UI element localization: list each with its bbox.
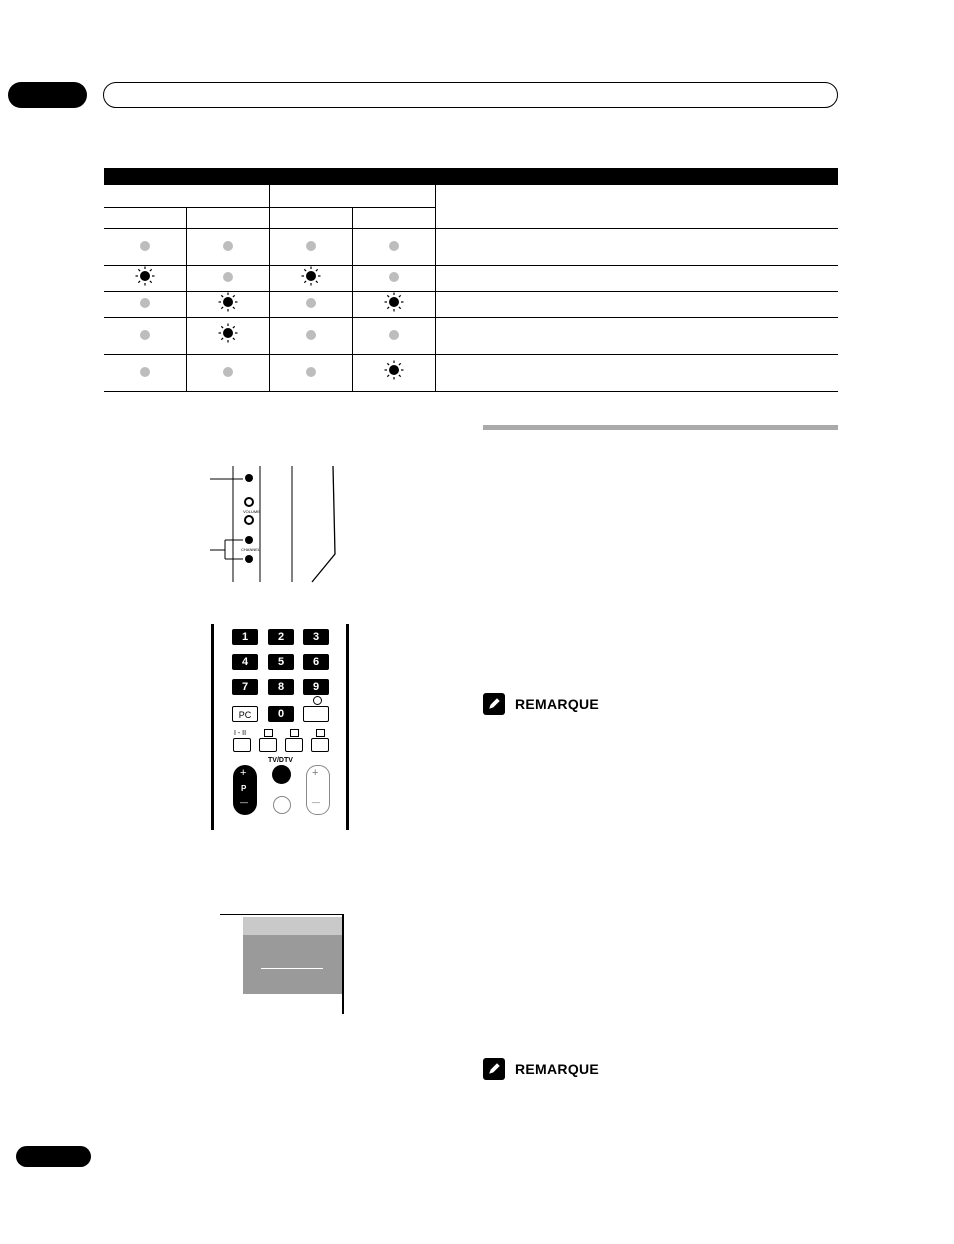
remote-key-7[interactable]: 7 xyxy=(232,679,258,695)
led-off-icon xyxy=(306,298,316,308)
osd-underline xyxy=(261,968,323,969)
screen-size-button[interactable] xyxy=(311,738,329,752)
remote-key-0[interactable]: 0 xyxy=(268,706,294,722)
osd-illustration xyxy=(220,914,344,1014)
led-off-icon xyxy=(223,367,233,377)
table-row xyxy=(104,228,838,265)
input-icon xyxy=(290,729,299,737)
table-description-cell xyxy=(436,228,839,265)
freeze-button[interactable] xyxy=(259,738,277,752)
table-subheader-row xyxy=(104,185,838,207)
volume-up-label: + xyxy=(312,767,319,779)
remote-control-illustration xyxy=(211,624,352,830)
section-rule xyxy=(483,425,838,430)
pencil-icon xyxy=(483,1058,505,1080)
volume-down-label: — xyxy=(312,798,320,807)
tv-dtv-label: TV/DTV xyxy=(268,757,293,764)
led-off-icon xyxy=(306,367,316,377)
tv-dtv-button[interactable] xyxy=(272,765,291,784)
remote-key-2[interactable]: 2 xyxy=(268,629,294,645)
table-row xyxy=(104,317,838,354)
pencil-icon xyxy=(483,693,505,715)
table-description-cell xyxy=(436,291,839,317)
table-row xyxy=(104,265,838,291)
note-header-1 xyxy=(483,693,599,715)
input-button[interactable] xyxy=(285,738,303,752)
table-description-cell xyxy=(436,317,839,354)
led-off-icon xyxy=(389,241,399,251)
side-panel-illustration xyxy=(200,462,350,586)
table-header-left xyxy=(104,168,436,185)
remote-key-5[interactable]: 5 xyxy=(268,654,294,670)
led-off-icon xyxy=(140,241,150,251)
info-button[interactable] xyxy=(303,706,329,722)
audio-button[interactable] xyxy=(233,738,251,752)
led-on-icon xyxy=(135,266,155,286)
table-row xyxy=(104,354,838,391)
led-on-icon xyxy=(384,360,404,380)
remote-key-6[interactable]: 6 xyxy=(303,654,329,670)
page-number-tab xyxy=(16,1146,91,1167)
led-off-icon xyxy=(140,298,150,308)
timer-icon xyxy=(313,696,322,705)
led-off-icon xyxy=(306,330,316,340)
table-group-b xyxy=(269,185,436,207)
led-off-icon xyxy=(389,330,399,340)
led-off-icon xyxy=(223,272,233,282)
osd-title-bar xyxy=(243,917,342,935)
note-label: REMARQUE xyxy=(515,696,600,712)
table-description-cell xyxy=(436,354,839,391)
channel-p-label: P xyxy=(241,784,247,793)
led-off-icon xyxy=(389,272,399,282)
table-header-right xyxy=(436,168,838,185)
table-header-row xyxy=(104,168,838,185)
remote-key-4[interactable]: 4 xyxy=(232,654,258,670)
mute-button[interactable] xyxy=(273,796,291,814)
channel-label: CHANNEL xyxy=(241,547,261,552)
chapter-title-bar xyxy=(103,82,838,108)
led-off-icon xyxy=(140,330,150,340)
table-description-header xyxy=(436,185,839,228)
table-row xyxy=(104,291,838,317)
led-status-table xyxy=(104,168,838,392)
channel-down-label: — xyxy=(240,798,248,807)
screen-size-icon xyxy=(316,729,325,737)
remote-key-9[interactable]: 9 xyxy=(303,679,329,695)
channel-up-label: + xyxy=(240,767,247,779)
remote-key-3[interactable]: 3 xyxy=(303,629,329,645)
chapter-tab xyxy=(8,82,87,108)
led-on-icon xyxy=(301,266,321,286)
osd-body xyxy=(243,935,342,994)
led-on-icon xyxy=(218,323,238,343)
remote-key-8[interactable]: 8 xyxy=(268,679,294,695)
table-group-a xyxy=(104,185,269,207)
audio-label: I - II xyxy=(234,730,247,737)
note-label: REMARQUE xyxy=(515,1061,600,1077)
note-header-2 xyxy=(483,1058,599,1080)
table-description-cell xyxy=(436,265,839,291)
led-off-icon xyxy=(223,241,233,251)
remote-key-1[interactable]: 1 xyxy=(232,629,258,645)
freeze-icon xyxy=(264,729,273,737)
led-on-icon xyxy=(218,292,238,312)
volume-label: VOLUME xyxy=(243,509,260,514)
led-off-icon xyxy=(306,241,316,251)
led-off-icon xyxy=(140,367,150,377)
pc-button[interactable]: PC xyxy=(232,706,258,722)
led-on-icon xyxy=(384,292,404,312)
